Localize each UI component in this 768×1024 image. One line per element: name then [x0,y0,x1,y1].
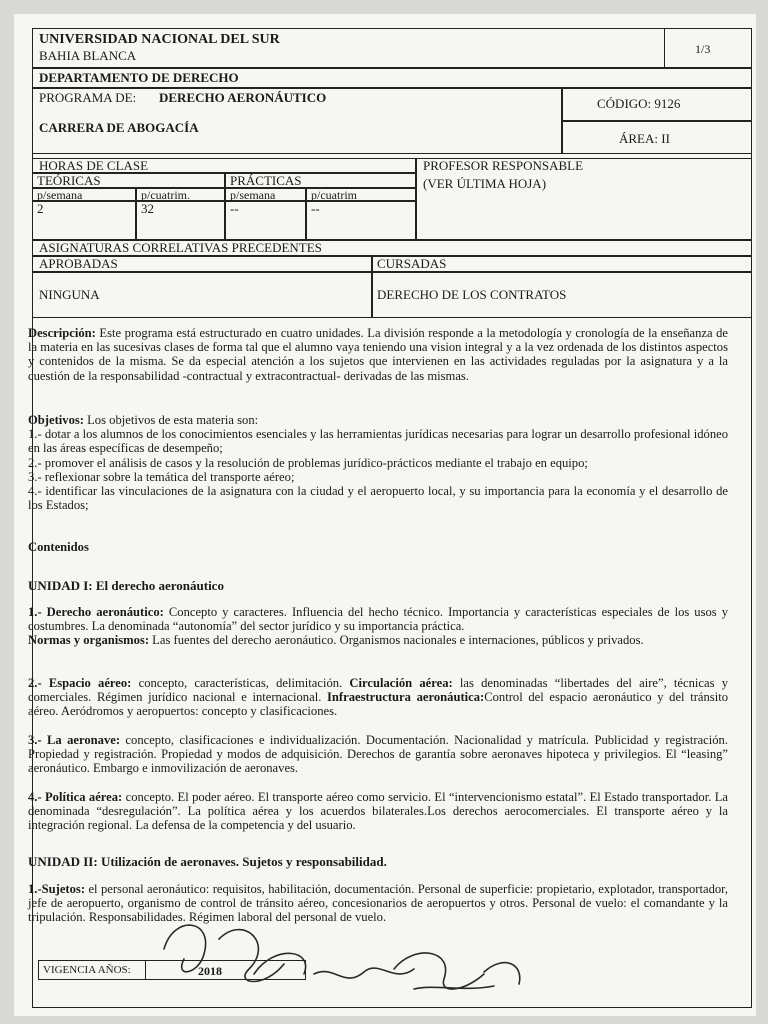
objectives-label: Objetivos: [28,413,84,427]
item-label: 2.- Espacio aéreo: [28,676,132,690]
item-label: 4.- Política aérea: [28,790,123,804]
practicas-cell [225,173,416,188]
course-area: ÁREA: II [619,131,670,146]
item-text: Control del espacio aeronáutico y del tránsito aéreo. Aeródromos y aeropuertos: concepto y clasificaciones. [28,690,728,719]
program-cell [32,88,562,154]
item-text: concepto. El poder aéreo. El transporte aéreo como servicio. El “intervencionismo estatal”. El Estado transportador. La denominada “desregulación”. La política aérea y los acuerdos bilaterales.Los derechos aerocomerciales. El transporte aéreo y la integración regional. La defensa de la competencia y del usuario. [28,790,728,833]
code-cell [562,88,752,121]
item-text: el personal aeronáutico: requisitos, habilitación, documentación. Personal de superficie: propietario, explotador, transportador, jefe de aeropuerto, organismo de control de tránsito aéreo, concesionarios de aeropuertos y otros. Personal de vuelo: el comandante y la tripulación. Responsabilidades. Régimen laboral del personal de vuelo. [28,882,728,925]
item-label: Infraestructura aeronáutica: [327,690,485,705]
objectives-section [28,413,728,512]
aprobadas-value: NINGUNA [39,287,100,302]
hours-value-text: 32 [141,201,154,216]
cursadas-label: CURSADAS [377,256,447,271]
objectives-intro: Los objetivos de esta materia son: [83,413,259,427]
objective-item: 4.- identificar las vinculaciones de la asignatura con la ciudad y el aeropuerto local, y su importancia para la economía y el desarrollo de los Estados; [28,484,728,513]
objective-item: 1.- dotar a los alumnos de los conocimientos esenciales y las herramientas jurídicas necesarias para lograr un desarrollo profesional idóneo en las áreas específicas de desempeño; [28,427,728,456]
teoricas-cell [32,173,225,188]
hours-title-cell [32,158,416,173]
correlativas-title: ASIGNATURAS CORRELATIVAS PRECEDENTES [39,240,322,255]
program-name: DERECHO AERONÁUTICO [159,90,327,105]
item-label: 3.- La aeronave: [28,733,121,747]
aprobadas-value-cell [32,272,372,318]
vigencia-year: 2018 [198,964,222,978]
career-name: CARRERA DE ABOGACÍA [39,120,199,135]
item-text: las denominadas “libertades del aire”, técnicas y comerciales. Régimen jurídico nacional e internacional. [28,676,728,705]
hours-value-4 [306,201,416,240]
unit-2-item-1 [28,882,728,925]
item-text: Las fuentes del derecho aeronáutico. Organismos nacionales e internaciones, públicos y privados. [149,633,644,648]
unit-1-item-3 [28,733,728,776]
objective-item: 2.- promover el análisis de casos y la resolución de problemas jurídico-prácticos mediante el trabajo en equipo; [28,455,588,470]
aprobadas-label: APROBADAS [39,256,118,271]
university-name: UNIVERSIDAD NACIONAL DEL SUR [39,32,280,47]
unit-1-item-2 [28,676,728,719]
contents-title: Contenidos [28,540,89,554]
professor-cell [416,158,752,240]
item-text: concepto, clasificaciones e individualización. Documentación. Nacionalidad y matrícula. Publicidad y registración. Propiedad y registración. Propiedad y modos de adquisición. Derechos de garantía sobre aeronaves hipoteca y privilegios. El “leasing” aeronáutico. Embargo e inmovilización de aeronaves. [28,733,728,776]
description-label: Descripción: [28,326,96,340]
hours-col1-header [32,188,136,201]
vigencia-label-cell [38,960,146,980]
hours-value-2 [136,201,225,240]
hours-value-text: -- [230,201,239,216]
area-cell [562,121,752,154]
practicas-label: PRÁCTICAS [230,173,302,188]
item-text: concepto, características, delimitación. [131,676,350,690]
hours-value-text: 2 [37,201,44,216]
unit-1-title: UNIDAD I: El derecho aeronáutico [28,578,224,593]
unit-1-item-4 [28,790,728,833]
item-text: Concepto y caracteres. Influencia del hecho técnico. Importancia y características especiales de los usos y costumbres. La denominada “autonomía” del sector jurídico y su importancia práctica. [28,605,729,634]
professor-title: PROFESOR RESPONSABLE [423,158,584,173]
department-cell [32,68,752,88]
hours-col2-header [136,188,225,201]
col-header-text: p/semana [37,188,83,202]
cursadas-value-cell [372,272,752,318]
item-label: Normas y organismos: [28,633,150,648]
hours-value-1 [32,201,136,240]
hours-col4-header [306,188,416,201]
city-name: BAHIA BLANCA [39,48,137,63]
cursadas-value: DERECHO DE LOS CONTRATOS [377,287,567,302]
hours-title: HORAS DE CLASE [39,158,149,173]
teoricas-label: TEÓRICAS [37,173,101,188]
hours-value-text: -- [311,201,320,216]
department-name: DEPARTAMENTO DE DERECHO [39,70,239,85]
vigencia-label: VIGENCIA AÑOS: [43,964,131,976]
page-number: 1/3 [695,42,711,56]
page-number-cell [664,28,752,68]
unit-2-title: UNIDAD II: Utilización de aeronaves. Sujetos y responsabilidad. [28,854,387,869]
objective-item: 3.- reflexionar sobre la temática del transporte aéreo; [28,469,295,484]
col-header-text: p/cuatrim. [141,188,190,202]
correlativas-title-cell [32,240,752,256]
item-label: 1.- Derecho aeronáutico: [28,605,164,619]
item-label: Circulación aérea: [349,676,453,690]
professor-value: (VER ÚLTIMA HOJA) [423,176,547,191]
col-header-text: p/cuatrim [311,188,357,202]
university-header [32,28,664,68]
hours-value-3 [225,201,306,240]
col-header-text: p/semana [230,188,276,202]
description-paragraph [28,326,728,383]
cursadas-cell [372,256,752,272]
hours-col3-header [225,188,306,201]
aprobadas-cell [32,256,372,272]
course-code: CÓDIGO: 9126 [597,96,681,111]
item-label: 1.-Sujetos: [28,882,86,896]
vigencia-year-cell [146,960,306,980]
description-text: Este programa está estructurado en cuatro unidades. La división responde a la metodología y cronología de la enseñanza de la materia en las sucesivas clases de forma tal que el alumno vaya teniendo una vision integral y a la vez ordenada de los distintos aspectos y contenidos de la misma. Se da especial atención a los sujetos que intervienen en las actividades reguladas por la asignatura y a la cuestión de la responsabilidad -contractual y extracontractual- derivadas de las mismas. [28,326,728,383]
document-page [14,14,756,1016]
unit-1-item-1 [28,605,728,648]
program-label: PROGRAMA DE: [39,90,137,105]
